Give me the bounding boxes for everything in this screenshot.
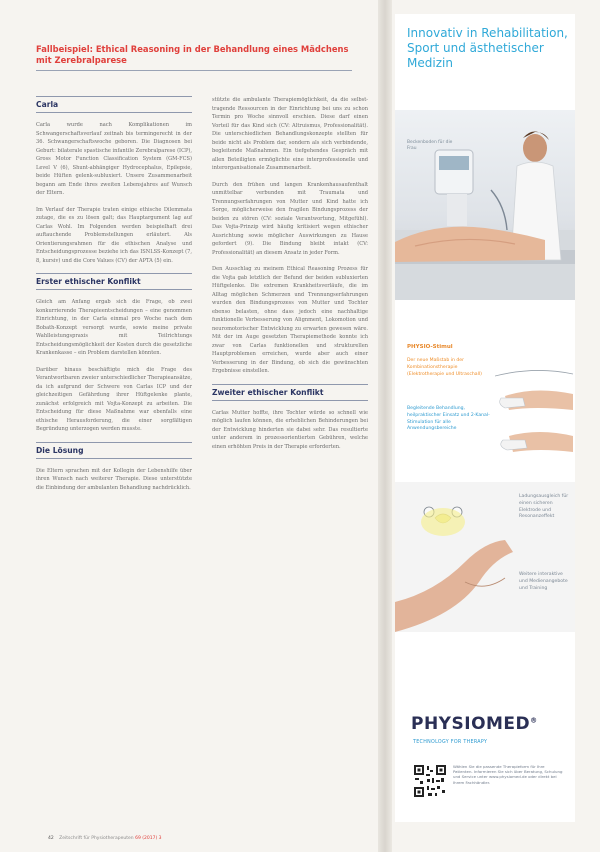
page-footer: [48, 836, 162, 841]
right-column: [212, 96, 368, 459]
article-title: Fallbeispiel: Ethical Reasoning in der Behandlung eines Mädchens mit Zerebralparese: [36, 44, 349, 65]
article: [36, 44, 374, 834]
brand-name: PHYSIOMED: [411, 714, 531, 734]
paragraph: Carlas Mutter hoffte, ihre Tochter würde so schnell wie möglich laufen können, die erheblichen Behinderungen bei der Entwicklung hinderten sie dabei sehr. Das resultierte unter anderem in prozessorientierten Gebühren, welche einen erhöhten Preis in der Therapie erforderten.: [212, 409, 368, 450]
section-heading-carla: Carla: [36, 96, 192, 113]
brand-tagline: TECHNOLOGY FOR THERAPY: [413, 740, 488, 745]
paragraph: Darüber hinaus beschäftigte mich die Frage des Verantwortbaren zweier unterschiedlicher Therapieansätze, da ich aufgrund der Schwere von Carlas ICP und der gleichzeitigen Gefährdung ihrer Hüftgelenke plante, zunächst erfolgreich mit Vojta-Konzept zu arbeiten. Die Entscheidung für diese Maßnahme war ebenfalls eine ethische Herausforderung, die einer sorgfältigen Begründung unterzogen werden musste.: [36, 366, 192, 432]
journal-name: Zeitschrift für Physiotherapeuten: [59, 836, 134, 841]
ad-feature-text: Weitere interaktive und Medienangebote und Training: [519, 572, 568, 591]
paragraph: stützte die ambulante Therapiemöglichkeit, da die selbst-tragende Ressourcen in der Einrichtung bei uns zu schon Termin pro Woche sinnvoll erschien. Diese darf einen Vorteil für das Kind sich (CV: Altruismus, Professionalität). Die unterschiedlichen Behandlungskonzepte stellten für beide nicht als Problem dar, sondern als sich verbindende, begleitende Maßnahmen. Ein tiefgehendes Gespräch mit allen Beteiligten ermöglichte eine interprofessionelle und interorganisationale Zusammenarbeit.: [212, 97, 368, 171]
page-number: 42: [48, 836, 54, 841]
section-heading-loesung: Die Lösung: [36, 442, 192, 459]
ad-headline: Innovativ in Rehabilitation, Sport und ästhetischer Medizin: [407, 26, 568, 70]
photo-caption: Beckenboden für die Frau: [407, 140, 453, 151]
section-heading-konflikt-1: Erster ethischer Konflikt: [36, 273, 192, 290]
section-heading-konflikt-2: Zweiter ethischer Konflikt: [212, 384, 368, 401]
left-column: [36, 96, 192, 500]
electrode-hand-illustration: [495, 366, 575, 466]
brand-block: [395, 694, 575, 822]
paragraph: Gleich am Anfang ergab sich die Frage, ob zwei konkurrierende Therapieentscheidungen – eine genommen Einrichtung, in der Carla einmal pro Woche nach dem Bobath-Konzept versorgt wurde, sowie meine private Wahlleistungspraxis mit Teilrichtungs Entscheidungsmöglichkeit der Kosten durch die gesetzliche Krankenkasse – ein Problem darstellen könnten.: [36, 299, 192, 356]
ad-feature-text: Der neue Maßstab in der Kombinationstherapie (Elektrotherapie und Ultraschall): [407, 358, 482, 377]
therapy-scene-illustration: [395, 110, 575, 300]
therapy-photo: [395, 110, 575, 300]
advertisement: [395, 14, 575, 822]
paragraph: Im Verlauf der Therapie traten einige ethische Dilemmata zutage, die es zu lösen galt; das Hauptargument lag auf Carlas Wohl. Im Folgenden werden beispielhaft drei auftauchende Problemstellungen erläutert. Als Orientierungsrahmen für die ethischen Analyse und Entscheidungsprozesse beziehe ich das ISNLSS-Konzept (7, 8, kursiv) und die Core Values (CV) der APTA (5) ein.: [36, 206, 192, 264]
physiomed-logo: PHYSIOMED®: [411, 714, 538, 734]
leg-stimulation-photo: [395, 482, 575, 632]
paragraph: Durch den frühen und langen Krankenhausaufenthalt unmittelbar verbunden mit Traumata und Trennungserfahrungen von Mutter und Kind hatte ich Sorge, möglicherweise den fragilen Bindungsprozess der beiden zu stören (CV: soziale Verantwortung, Mitgefühl). Das Vojta-Prinzip wird häufig kritisiert wegen ethischer Ausrichtung sowie möglicher Auswirkungen zu Hause gefordert (9). Die Bindung bleibt intakt (CV: Professionalität) an diesem Ansatz in jeder Form.: [212, 181, 368, 256]
paragraph: Die Eltern sprachen mit der Kollegin der Lebenshilfe über ihren Wunsch nach weiterer Therapie. Diese unterstützte die Einbindung der ambulanten Behandlung nachdrücklich.: [36, 467, 192, 491]
ad-feature-text: Begleitende Behandlung, heilpraktischer Einsatz und 2-Kanal-Stimulation für alle Anwendungsbereiche: [407, 406, 490, 432]
page-gutter: [378, 0, 392, 852]
journal-year: 69 (2017) 3: [135, 836, 162, 841]
paragraph: Den Ausschlag zu meinem Ethical Reasoning Prozess für die Vojta gab letztlich der Befund der beiden subluxierten Hüftgelenke. Die extremen Krankheitsverläufe, die im Alltag möglichen Schmerzen und Trennungserfahrungen wurden den Bindungsprozess von Mutter und Tochter ebenso belasten, ohne dass jedoch eine nachhaltige funktionelle Verbesserung von Alignment, Lokomotion und neuromotorischer Entwicklung zu erwarten gewesen wäre. Mit der im Auge gesetzten Therapiemethode konnte ich zwar von Carlas funktionellen und strukturellen Hauptproblemen erreichen, wurde aber auch einer Verbesserung in der Bindung, ob sich die gewünschten Ergebnisse einstellen.: [212, 266, 368, 374]
paragraph: Carla wurde nach Komplikationen im Schwangerschaftsverlauf zeitnah bis termingerecht in der 36. Schwangerschaftswoche geboren. Die Diagnosen bei Geburt: bilaterale spastische infantile Zerebralparese (ICP), Gross Motor Function Classification System (GM-FCS) Level V (6), Shunt-abhängiger Hydrocephalus, Epilepsie, beide Hüften gelenk-subluxiert. Unsere Zusammenarbeit begann am Ende ihres zweiten Lebensjahres auf Wunsch der Eltern.: [36, 122, 192, 196]
title-rule: [36, 70, 352, 71]
qr-description: Wählen Sie die passende Therapieform für Ihre Patienten. Informieren Sie sich über Beratung, Schulung und Service unter www.physiomed.de oder direkt bei Ihrem Fachhändler.: [453, 764, 563, 785]
product-tag: PHYSIO-Stimul: [407, 344, 453, 350]
ad-feature-text: Ladungsausgleich für einen sicheren Elektrode und Resonanzeffekt: [519, 494, 569, 520]
qr-code-icon: [413, 764, 447, 798]
